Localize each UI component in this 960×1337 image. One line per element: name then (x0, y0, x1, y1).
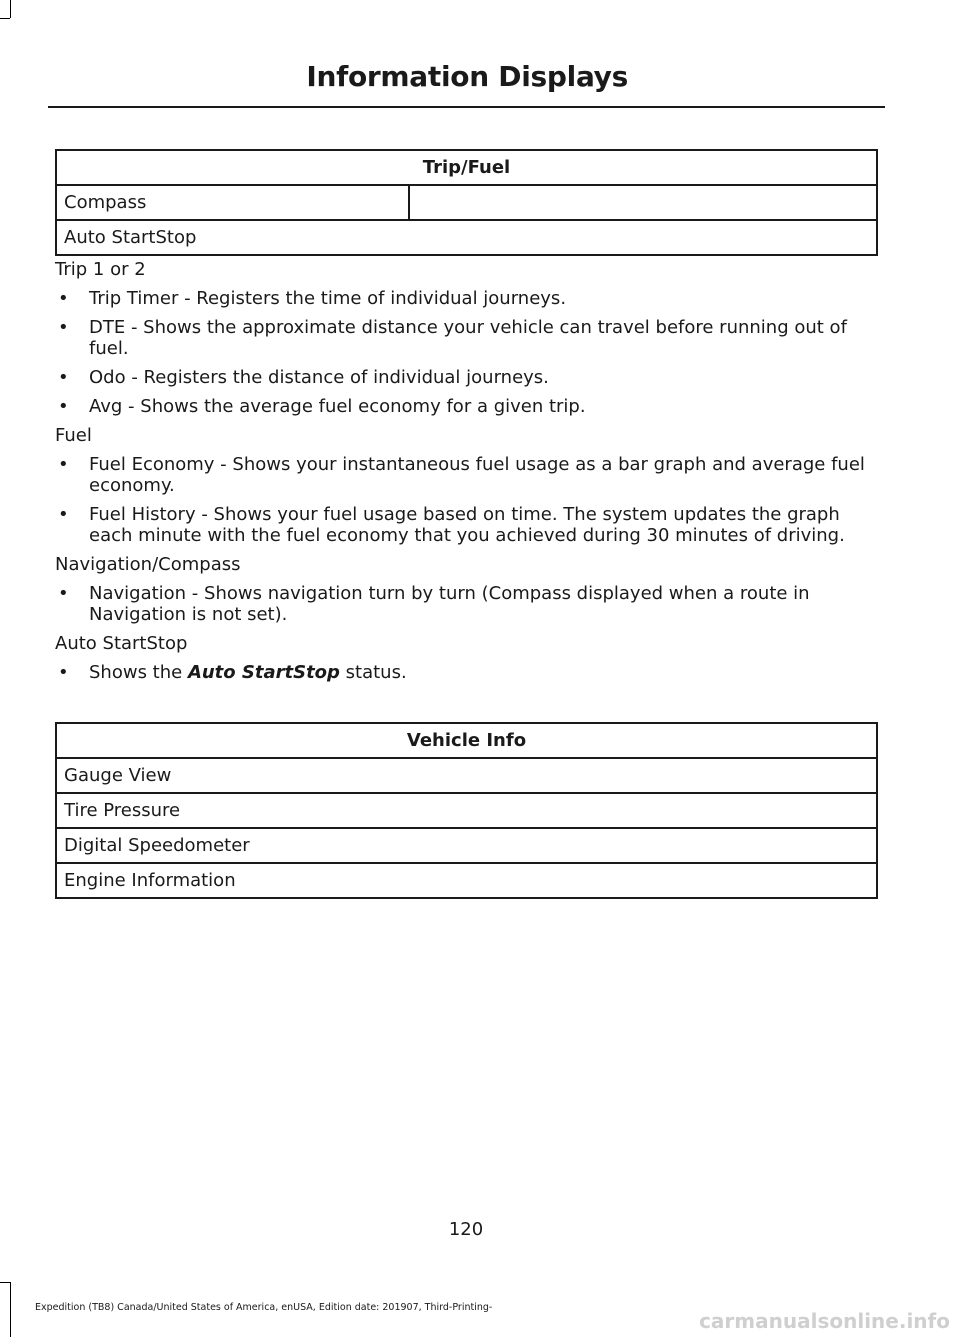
trip-fuel-table (55, 149, 878, 256)
footer-text: Expedition (TB8) Canada/United States of America, enUSA, Edition date: 201907, Third-Printing- (35, 1302, 493, 1313)
crop-mark-bottom-left-h (0, 1282, 10, 1283)
list-item: • Shows the Auto StartStop status. (58, 662, 407, 683)
page-number: 120 (448, 1219, 484, 1240)
list-item: • DTE - Shows the approximate distance your vehicle can travel before running out of fuel. (58, 317, 847, 359)
bullet-icon: • (58, 367, 69, 388)
bullet-icon: • (58, 288, 69, 309)
auto-startstop-emphasis: Auto StartStop (187, 662, 340, 683)
body-text (55, 259, 885, 691)
table-cell: Auto StartStop (56, 220, 877, 255)
list-item: • Fuel Economy - Shows your instantaneous fuel usage as a bar graph and average fuel economy. (58, 454, 865, 496)
bullet-icon: • (58, 583, 69, 604)
trip-fuel-table-heading: Trip/Fuel (56, 150, 877, 185)
bullet-icon: • (58, 396, 69, 417)
section-heading-auto-startstop: Auto StartStop (55, 633, 188, 654)
crop-mark-bottom-left (10, 1282, 11, 1337)
page-title: Information Displays (306, 60, 628, 93)
list-item: • Navigation - Shows navigation turn by turn (Compass displayed when a route in Navigation is not set). (58, 583, 810, 625)
section-heading-trip: Trip 1 or 2 (55, 259, 146, 280)
table-row (56, 793, 877, 828)
crop-mark-top-left (10, 0, 11, 18)
watermark: carmanualsonline.info (699, 1309, 950, 1333)
vehicle-info-table (55, 722, 878, 899)
bullet-icon: • (58, 504, 69, 525)
table-row (56, 758, 877, 793)
header-rule (48, 106, 885, 108)
table-cell: Engine Information (56, 863, 877, 898)
table-row (56, 863, 877, 898)
vehicle-info-table-heading: Vehicle Info (56, 723, 877, 758)
list-item: • Trip Timer - Registers the time of individual journeys. (58, 288, 567, 309)
bullet-icon: • (58, 317, 69, 338)
table-cell: Tire Pressure (56, 793, 877, 828)
table-row (56, 185, 877, 220)
table-cell-empty (409, 185, 877, 220)
bullet-icon: • (58, 454, 69, 475)
section-heading-navigation: Navigation/Compass (55, 554, 241, 575)
bullet-icon: • (58, 662, 69, 683)
table-row (56, 220, 877, 255)
section-heading-fuel: Fuel (55, 425, 92, 446)
crop-mark-left (0, 18, 10, 19)
list-item: • Avg - Shows the average fuel economy for a given trip. (58, 396, 586, 417)
list-item: • Fuel History - Shows your fuel usage based on time. The system updates the graph each minute with the fuel economy that you achieved during 30 minutes of driving. (58, 504, 845, 546)
list-item: • Odo - Registers the distance of individual journeys. (58, 367, 549, 388)
table-cell: Gauge View (56, 758, 877, 793)
table-cell: Digital Speedometer (56, 828, 877, 863)
table-row (56, 828, 877, 863)
table-cell: Compass (56, 185, 409, 220)
